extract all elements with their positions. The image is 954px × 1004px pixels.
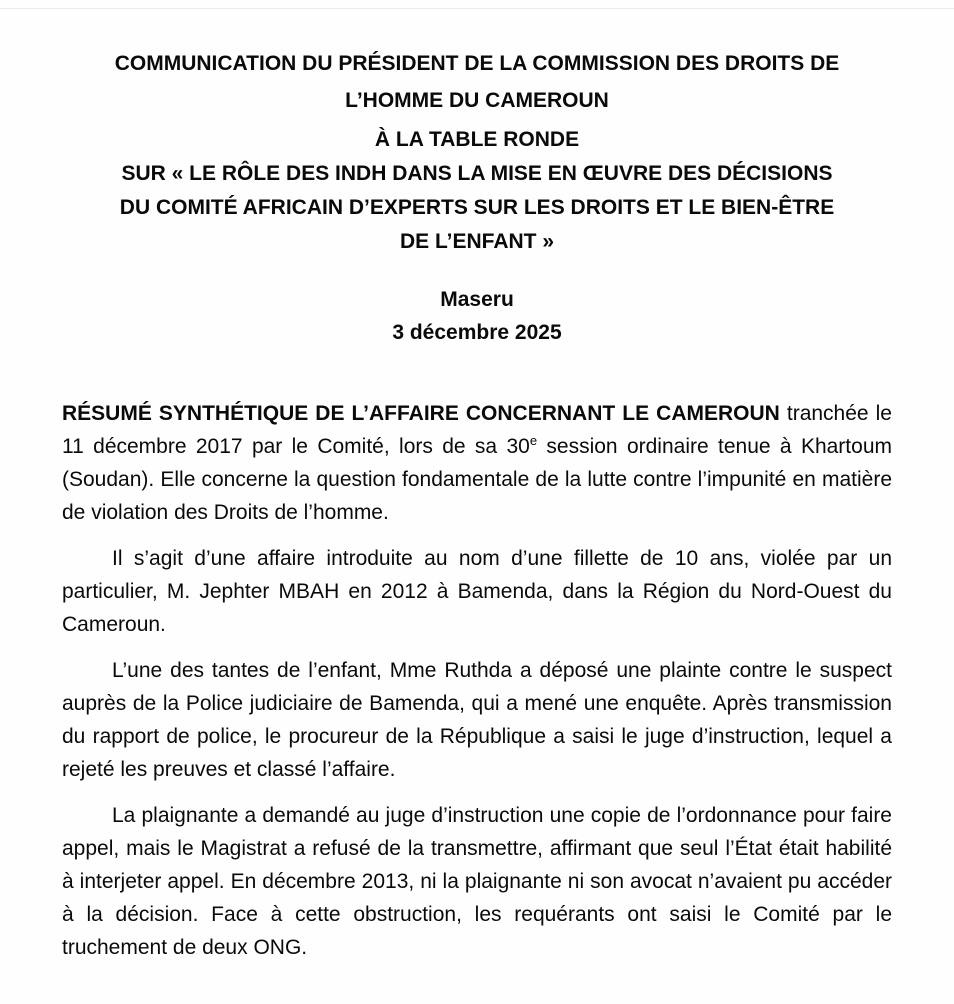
subtitle-line-3: DU COMITÉ AFRICAIN D’EXPERTS SUR LES DROITS ET LE BIEN-ÊTRE	[119, 196, 835, 219]
document-body	[62, 397, 892, 964]
document-title	[62, 45, 892, 119]
date: 3 décembre 2025	[392, 321, 562, 344]
paragraph-affaire: Il s’agit d’une affaire introduite au nom d’une fillette de 10 ans, violée par un particulier, M. Jephter MBAH en 2012 à Bamenda, dans la Région du Nord-Ouest du Cameroun.	[62, 547, 892, 636]
paragraph-plainte: L’une des tantes de l’enfant, Mme Ruthda a déposé une plainte contre le suspect auprès de la Police judiciaire de Bamenda, qui a mené une enquête. Après transmission du rapport de police, le procureur de la République a saisi le juge d’instruction, lequel a rejeté les preuves et classé l’affaire.	[62, 659, 892, 781]
paragraph-appel: La plaignante a demandé au juge d’instruction une copie de l’ordonnance pour faire appel, mais le Magistrat a refusé de la transmettre, affirmant que seul l’État était habilité à interjeter appel. En décembre 2013, ni la plaignante ni son avocat n’avaient pu accéder à la décision. Face à cette obstruction, les requérants ont saisi le Comité par le truchement de deux ONG.	[62, 804, 892, 959]
place-date-block	[62, 283, 892, 349]
document-subtitle	[62, 123, 892, 259]
ordinal-superscript: e	[529, 433, 538, 448]
paragraph-resume-lead: RÉSUMÉ SYNTHÉTIQUE DE L’AFFAIRE CONCERNANT LE CAMEROUN	[62, 402, 780, 425]
subtitle-line-2: SUR « LE RÔLE DES INDH DANS LA MISE EN ŒUVRE DES DÉCISIONS	[121, 162, 833, 185]
location: Maseru	[440, 288, 514, 311]
subtitle-table-ronde: À LA TABLE RONDE	[374, 128, 580, 151]
paragraph-resume-text-b: session ordinaire tenue à Khartoum (Soudan). Elle concerne la question fondamentale de la lutte contre l’impunité en matière de violation des Droits de l’homme.	[62, 435, 892, 524]
paragraph-resume	[62, 397, 892, 529]
title-line-1: COMMUNICATION DU PRÉSIDENT DE LA COMMISSION DES DROITS DE	[114, 52, 840, 75]
title-line-2: L’HOMME DU CAMEROUN	[345, 89, 609, 112]
subtitle-line-4: DE L’ENFANT »	[399, 230, 555, 253]
paragraph-resume-text-a: tranchée le 11 décembre 2017 par le Comité, lors de sa 30	[62, 402, 892, 458]
